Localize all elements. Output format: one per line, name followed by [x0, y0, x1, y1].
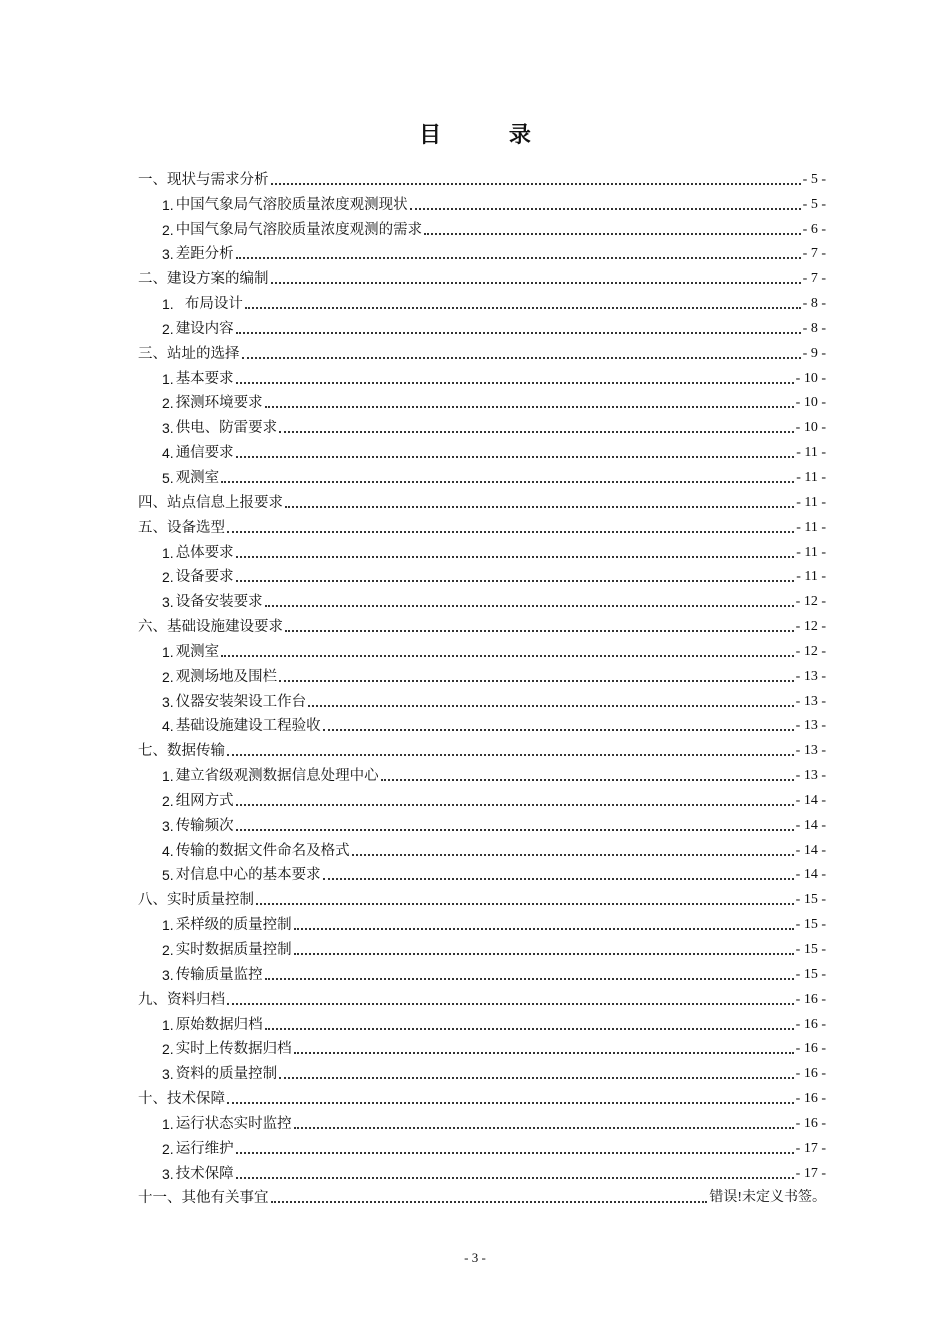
toc-entry[interactable]	[138, 885, 826, 910]
toc-entry-page: 错误!未定义书签。	[709, 1190, 826, 1206]
toc-entry-number: 3.	[162, 966, 174, 983]
toc-entry[interactable]	[138, 637, 826, 662]
dot-leader	[227, 1002, 794, 1005]
toc-entry[interactable]	[138, 240, 826, 265]
toc-entry-number: 4.	[162, 718, 174, 735]
toc-entry[interactable]	[138, 215, 826, 240]
toc-entry-page: - 11 -	[796, 544, 826, 560]
toc-entry-label: 十、技术保障	[138, 1091, 225, 1108]
page-number: - 3 -	[464, 1250, 486, 1265]
dot-leader	[294, 927, 794, 930]
toc-entry-label: 传输质量监控	[175, 966, 263, 983]
toc-entry-label: 观测室	[175, 643, 220, 660]
toc-entry-number: 3.	[162, 817, 174, 834]
toc-entry-label: 供电、防雷要求	[175, 420, 278, 437]
toc-entry-label: 九、资料归档	[138, 991, 225, 1008]
toc-entry[interactable]	[138, 1084, 826, 1109]
dot-leader	[279, 430, 793, 433]
toc-entry-page: - 10 -	[795, 395, 826, 411]
dot-leader	[265, 1027, 794, 1030]
dot-leader	[265, 977, 794, 980]
toc-entry-label: 设备安装要求	[175, 594, 263, 611]
toc-entry[interactable]	[138, 687, 826, 712]
toc-entry[interactable]	[138, 662, 826, 687]
toc-entry-page: - 15 -	[795, 966, 826, 982]
toc-entry-page: - 17 -	[795, 1140, 826, 1156]
toc-entry-number: 3.	[162, 1066, 174, 1083]
toc-entry-number: 5.	[162, 469, 174, 486]
toc-entry-number: 2.	[162, 1041, 174, 1058]
toc-entry-label: 技术保障	[175, 1165, 234, 1182]
toc-entry-page: - 11 -	[796, 445, 826, 461]
toc-entry-label: 十一、其他有关事宜	[138, 1190, 269, 1207]
toc-entry-page: - 16 -	[795, 1115, 826, 1131]
toc-entry-label: 探测环境要求	[175, 395, 263, 412]
toc-entry-number: 2.	[162, 320, 174, 337]
dot-leader	[221, 480, 794, 483]
dot-leader	[271, 1200, 708, 1203]
toc-entry[interactable]	[138, 165, 826, 190]
dot-leader	[236, 331, 801, 334]
toc-entry[interactable]	[138, 538, 826, 563]
dot-leader	[323, 728, 794, 731]
toc-entry-page: - 12 -	[795, 594, 826, 610]
dot-leader	[236, 381, 794, 384]
toc-entry-label: 建设内容	[175, 320, 234, 337]
toc-entry-label: 五、设备选型	[138, 519, 225, 536]
dot-leader	[410, 207, 801, 210]
toc-entry[interactable]	[138, 861, 826, 886]
dot-leader	[265, 405, 794, 408]
toc-entry-label: 传输频次	[175, 817, 234, 834]
toc-entry-page: - 11 -	[796, 519, 826, 535]
toc-entry-label: 采样级的质量控制	[175, 917, 292, 934]
toc-entry[interactable]	[138, 1184, 826, 1209]
dot-leader	[424, 232, 800, 235]
toc-entry-page: - 15 -	[795, 942, 826, 957]
toc-entry-number: 4.	[162, 445, 174, 462]
toc-entry-label: 建立省级观测数据信息处理中心	[175, 768, 379, 785]
toc-entry[interactable]	[138, 836, 826, 861]
toc-entry-number: 4.	[162, 842, 174, 859]
toc-entry-number: 1.	[162, 643, 174, 660]
toc-entry-page: - 13 -	[795, 743, 826, 759]
toc-entry-label: 设备要求	[175, 569, 234, 586]
toc-entry-page: - 15 -	[795, 917, 826, 933]
dot-leader	[285, 505, 794, 508]
toc-entry-page: - 13 -	[795, 693, 826, 709]
toc-entry-label: 八、实时质量控制	[138, 892, 254, 909]
toc-entry-label: 仪器安装架设工作台	[175, 693, 307, 710]
dot-leader	[236, 828, 794, 831]
dot-leader	[227, 753, 794, 756]
dot-leader	[236, 256, 801, 259]
toc-entry[interactable]	[138, 413, 826, 438]
toc-entry[interactable]	[138, 736, 826, 761]
toc-entry-page: - 16 -	[795, 991, 826, 1007]
dot-leader	[227, 1101, 794, 1104]
toc-entry-page: - 11 -	[796, 494, 826, 510]
toc-entry-number: 1.	[162, 1115, 174, 1132]
toc-entry-page: - 12 -	[795, 619, 826, 635]
toc-entry[interactable]	[138, 339, 826, 364]
toc-entry-number: 1.	[162, 296, 174, 313]
toc-entry-page: - 8 -	[802, 320, 826, 336]
toc-entry-number: 2.	[162, 942, 174, 958]
toc-entry-number: 2.	[162, 792, 174, 809]
toc-entry-label: 布局设计	[175, 296, 243, 313]
toc-entry-label: 资料的质量控制	[175, 1066, 278, 1083]
dot-leader	[236, 555, 795, 558]
toc-entry-page: - 14 -	[795, 817, 826, 833]
toc-entry-number: 3.	[162, 1165, 174, 1182]
dot-leader	[381, 778, 794, 781]
toc-entry-page: - 13 -	[795, 768, 826, 784]
toc-entry-page: - 16 -	[795, 1091, 826, 1107]
toc-entry[interactable]	[138, 935, 826, 960]
toc-entry[interactable]	[138, 786, 826, 811]
toc-entry-label: 实时数据质量控制	[175, 942, 292, 958]
toc-entry-label: 对信息中心的基本要求	[175, 867, 321, 884]
toc-entry[interactable]	[138, 1109, 826, 1134]
toc-entry-number: 3.	[162, 246, 174, 263]
toc-entry-label: 传输的数据文件命名及格式	[175, 842, 350, 859]
toc-entry-page: - 16 -	[795, 1066, 826, 1082]
toc-entry-label: 观测场地及围栏	[175, 668, 278, 685]
toc-entry-label: 六、基础设施建设要求	[138, 619, 283, 636]
toc-entry-number: 2.	[162, 1140, 174, 1157]
dot-leader	[236, 803, 794, 806]
toc-entry-label: 运行状态实时监控	[175, 1115, 292, 1132]
toc-entry[interactable]	[138, 463, 826, 488]
toc-entry[interactable]	[138, 289, 826, 314]
toc-entry-label: 实时上传数据归档	[175, 1041, 292, 1058]
dot-leader	[256, 902, 794, 905]
toc-entry-number: 1.	[162, 196, 174, 213]
toc-entry-label: 观测室	[175, 469, 220, 486]
toc-entry-page: - 16 -	[795, 1016, 826, 1032]
toc-entry[interactable]	[138, 1134, 826, 1159]
toc-entry-page: - 11 -	[796, 469, 826, 485]
toc-entry-number: 2.	[162, 221, 174, 238]
toc-entry-page: - 5 -	[802, 196, 826, 212]
toc-entry[interactable]	[138, 488, 826, 513]
toc-entry[interactable]	[138, 960, 826, 985]
toc-entry-label: 中国气象局气溶胶质量浓度观测的需求	[175, 221, 423, 238]
toc-entry[interactable]	[138, 712, 826, 737]
toc-entry-number: 5.	[162, 867, 174, 884]
toc-entry-page: - 13 -	[795, 718, 826, 734]
toc-entry-number: 2.	[162, 668, 174, 685]
toc-entry[interactable]	[138, 612, 826, 637]
dot-leader	[221, 654, 793, 657]
toc-entry-page: - 9 -	[802, 345, 826, 361]
toc-entry-label: 四、站点信息上报要求	[138, 494, 283, 511]
dot-leader	[265, 604, 794, 607]
toc-entry[interactable]	[138, 314, 826, 339]
toc-entry-label: 通信要求	[175, 445, 234, 462]
dot-leader	[323, 877, 794, 880]
dot-leader	[271, 281, 801, 284]
toc-entry-label: 差距分析	[175, 246, 234, 263]
toc-entry-label: 三、站址的选择	[138, 345, 240, 362]
toc-entry-number: 1.	[162, 768, 174, 785]
dot-leader	[227, 530, 794, 533]
toc-entry-page: - 7 -	[802, 271, 826, 287]
toc-entry-number: 1.	[162, 544, 174, 561]
toc-entry-page: - 5 -	[802, 171, 826, 187]
toc-entry-number: 2.	[162, 395, 174, 412]
toc-entry[interactable]	[138, 389, 826, 414]
toc-entry-label: 七、数据传输	[138, 743, 225, 760]
toc-entry-number: 1.	[162, 370, 174, 387]
toc-entry-label: 基础设施建设工程验收	[175, 718, 321, 735]
toc-entry-label: 组网方式	[175, 792, 234, 809]
toc-entry-page: - 8 -	[802, 296, 826, 312]
toc-entry-label: 中国气象局气溶胶质量浓度观测现状	[175, 196, 408, 213]
toc-entry-page: - 6 -	[802, 221, 826, 237]
dot-leader	[352, 853, 794, 856]
dot-leader	[242, 356, 801, 359]
dot-leader	[285, 629, 794, 632]
toc-entry-page: - 14 -	[795, 842, 826, 858]
toc-entry[interactable]	[138, 1010, 826, 1035]
toc-entry[interactable]	[138, 364, 826, 389]
toc-entry[interactable]	[138, 811, 826, 836]
dot-leader	[294, 952, 794, 955]
toc-entry-label: 原始数据归档	[175, 1016, 263, 1033]
dot-leader	[308, 704, 793, 707]
dot-leader	[271, 182, 801, 185]
toc-entry-page: - 14 -	[795, 867, 826, 883]
toc-entry[interactable]	[138, 1159, 826, 1184]
dot-leader	[236, 1151, 794, 1154]
dot-leader	[236, 579, 795, 582]
toc-entry[interactable]	[138, 761, 826, 786]
toc-entry[interactable]	[138, 438, 826, 463]
toc-entry[interactable]	[138, 587, 826, 612]
toc-entry[interactable]	[138, 190, 826, 215]
toc-entry-number: 3.	[162, 594, 174, 611]
toc-entry[interactable]	[138, 985, 826, 1010]
toc-entry[interactable]	[138, 1059, 826, 1084]
toc-entry-label: 总体要求	[175, 544, 234, 561]
toc-entry[interactable]	[138, 1035, 826, 1060]
toc-entry-label: 基本要求	[175, 370, 234, 387]
toc-entry-page: - 13 -	[795, 668, 826, 684]
toc-entry-page: - 14 -	[795, 792, 826, 808]
toc-entry-number: 3.	[162, 420, 174, 437]
toc-entry-number: 1.	[162, 1016, 174, 1033]
toc-title: 目 录	[419, 123, 561, 148]
dot-leader	[294, 1126, 794, 1129]
toc-entry-label: 一、现状与需求分析	[138, 171, 269, 188]
toc-entry-page: - 7 -	[802, 246, 826, 262]
toc-entry-number: 2.	[162, 569, 174, 586]
toc-entry-label: 运行维护	[175, 1140, 234, 1157]
dot-leader	[279, 1076, 793, 1079]
toc-entry-page: - 10 -	[795, 370, 826, 386]
toc-entry-number: 3.	[162, 693, 174, 710]
toc-entry-page: - 15 -	[795, 892, 826, 908]
toc-entry-label: 二、建设方案的编制	[138, 271, 269, 288]
toc-entry-page: - 17 -	[795, 1165, 826, 1181]
dot-leader	[279, 679, 793, 682]
toc-entry-page: - 10 -	[795, 420, 826, 436]
toc-entry-page: - 16 -	[795, 1041, 826, 1057]
toc-entry[interactable]	[138, 910, 826, 935]
toc-entry-page: - 12 -	[795, 643, 826, 659]
dot-leader	[294, 1051, 794, 1054]
dot-leader	[245, 306, 801, 309]
dot-leader	[236, 455, 795, 458]
toc-entry[interactable]	[138, 513, 826, 538]
toc-entry-page: - 11 -	[796, 569, 826, 585]
dot-leader	[236, 1176, 794, 1179]
table-of-contents	[138, 165, 826, 1208]
toc-entry[interactable]	[138, 563, 826, 588]
toc-entry[interactable]	[138, 264, 826, 289]
toc-entry-number: 1.	[162, 917, 174, 934]
